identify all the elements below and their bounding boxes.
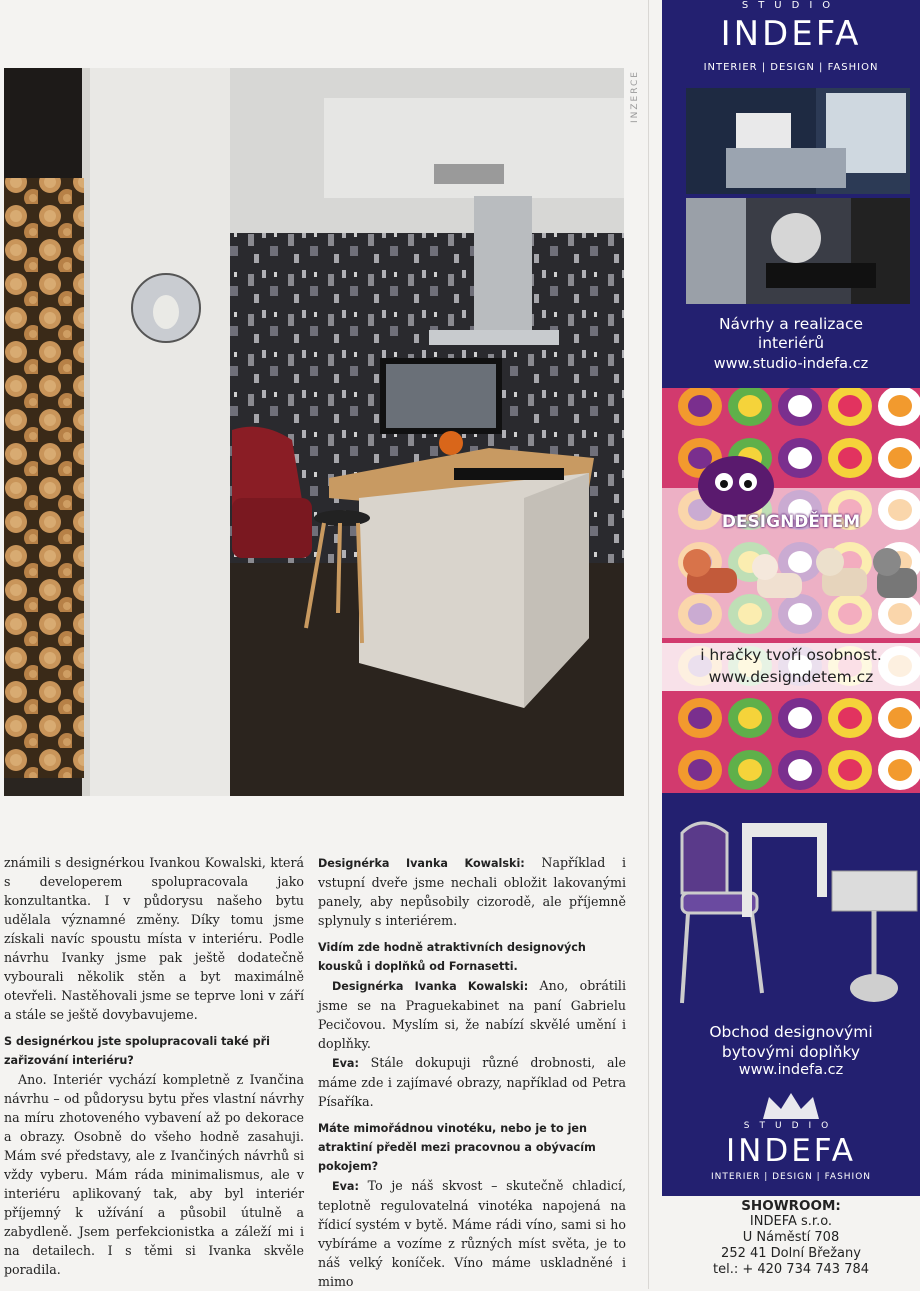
side-label: INZERCE [630,70,640,124]
article-column-1 [4,853,304,1279]
speaker-name: Eva: [332,1180,359,1193]
interview-question: Vidím zde hodně atraktivních designových kousků i doplňků od Fornasetti. [318,941,586,973]
interview-answer [318,1053,626,1111]
ad-url-link[interactable]: www.indefa.cz [738,1062,844,1078]
speaker-name: Eva: [332,1057,359,1070]
ad-url-link[interactable]: www.studio-indefa.cz [713,356,869,372]
showroom-line: 252 41 Dolní Břežany [721,1246,861,1261]
answer-text: Ano, obrátili jsme se na Praguekabinet na paní Gabrielu Pecičovou. Myslím si, že nabízí skvělé umění i doplňky. [318,978,626,1051]
ad-brand-logo: INDEFA [726,1133,856,1169]
ad-text: Obchod designovými bytovými doplňky [709,1023,873,1061]
showroom-phone[interactable]: tel.: + 420 734 743 784 [712,1262,870,1277]
ad-brand-logo: INDEFA [720,14,862,54]
ad-designdetem[interactable] [662,388,920,793]
interview-answer [318,976,626,1053]
article-paragraph: Ano. Interiér vychází kompletně z Ivančina návrhu – od půdorysu bytu přes vlastní návrhy na míru zhotoveného vybavení až po dekorace a obrazy. Osobně do všeho hodně zasahuji. Mám své představy, ale z Ivančiných návrhů si vždy vyberu. Mám ráda minimalismus, ale v interiéru aplikovaný tak, aby byl interiér příjemný k užívání a působil útulně a zabydleně. Jsem perfekcionistka a záleží mi i na detailech. I s těmi si Ivanka skvěle poradila. [4,1072,304,1277]
ad-studio-label: STUDIO [741,0,841,11]
ad-studio-indefa[interactable] [662,0,920,388]
interview-answer [318,853,626,930]
crown-icon [761,1091,821,1121]
ad-indefa-shop[interactable] [662,793,920,1196]
showroom-address [662,1198,920,1278]
showroom-line: INDEFA s.r.o. [749,1214,833,1229]
column-divider [648,0,649,1289]
ad-text: Návrhy a realizace interiérů [718,315,864,352]
answer-text: Například i vstupní dveře jsme nechali obložit lakovanými panely, aby nepůsobily cizorodě, ale příjemně splynuly s interiérem. [318,855,626,928]
ad-studio-label: STUDIO [743,1121,839,1131]
ad-text: i hračky tvoří osobnost. [700,646,882,664]
ad-tagline: INTERIER | DESIGN | FASHION [710,1172,872,1182]
article-column-2 [318,853,626,1291]
showroom-line: U Náměstí 708 [742,1230,840,1245]
ad-tagline: INTERIER | DESIGN | FASHION [703,62,879,73]
ad-brand-logo: DESIGNDĚTEM [721,512,861,532]
answer-text: To je náš skvost – skutečně chladicí, teplotně regulovatelná vinotéka napojená na řídicí systém v bytě. Máme rádi víno, sami si ho vybíráme a vozíme z různých míst světa, je to náš velký koníček. Víno máme uskladněné i mimo [318,1178,626,1289]
interview-answer [318,1176,626,1291]
kitchen-photo [4,68,624,796]
speaker-name: Designérka Ivanka Kowalski: [332,980,529,993]
answer-text: Stále dokupuji různé drobnosti, ale máme zde i zajímavé obrazy, například od Petra Písaříka. [318,1055,626,1109]
ad-url-link[interactable]: www.designdetem.cz [708,668,874,686]
ad-interior-photos [686,88,910,304]
interview-question: S designérkou jste spolupracovali také při zařizování interiéru? [4,1035,270,1067]
showroom-heading: SHOWROOM: [741,1198,841,1214]
interview-question: Máte mimořádnou vinotéku, nebo je to jen atraktiní předěl mezi pracovnou a obývacím pokojem? [318,1122,596,1173]
article-paragraph: známili s designérkou Ivankou Kowalski, která s developerem spolupracovala jako konzultantka. I v půdorysu našeho bytu udělala významné změny. Díky tomu jsme získali navíc spoustu místa v interiéru. Podle návrhu Ivanky jsme pak ještě dodatečně vybourali několik stěn a byt maximálně otevřeli. Nastěhovali jsme se teprve loni v září a stále se ještě dovybavujeme. [4,855,304,1022]
speaker-name: Designérka Ivanka Kowalski: [318,857,525,870]
